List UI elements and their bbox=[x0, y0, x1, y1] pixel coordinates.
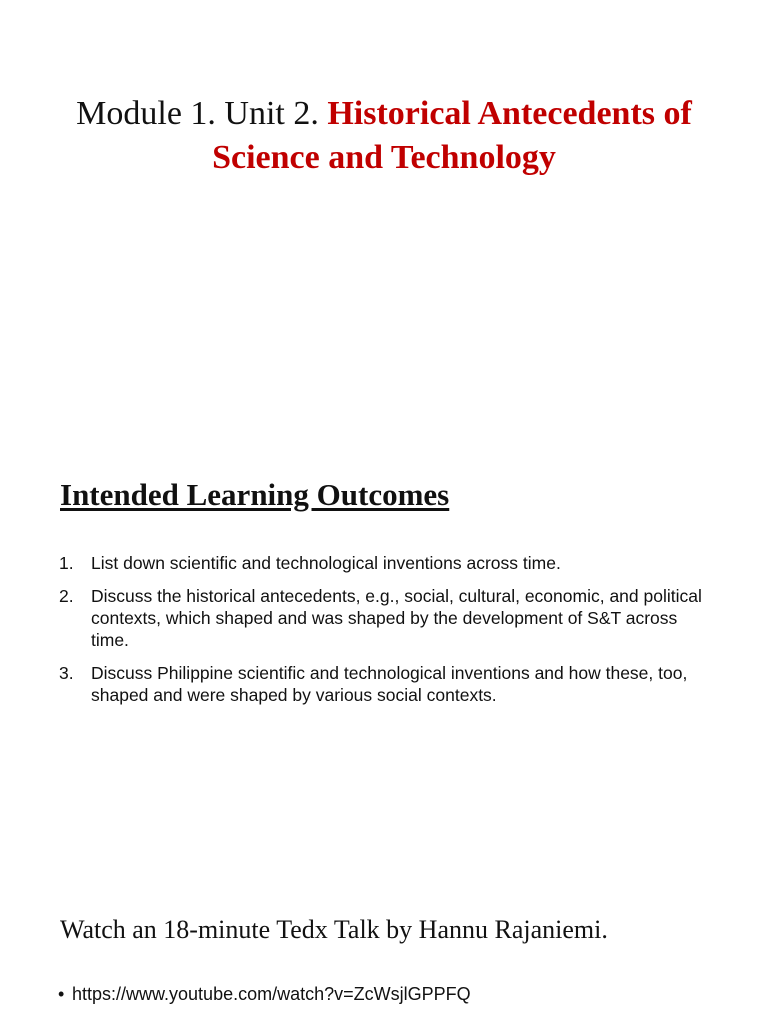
page-title bbox=[60, 92, 708, 180]
video-url-link[interactable]: https://www.youtube.com/watch?v=ZcWsjlGPPFQ bbox=[72, 984, 471, 1004]
outcome-item bbox=[59, 585, 709, 651]
outcome-text: List down scientific and technological inventions across time. bbox=[91, 553, 561, 573]
outcome-number: 3. bbox=[59, 663, 74, 683]
outcome-number: 2. bbox=[59, 586, 74, 606]
outcome-text: Discuss Philippine scientific and technological inventions and how these, too, shaped and were shaped by various social contexts. bbox=[91, 663, 688, 705]
outcome-text: Discuss the historical antecedents, e.g., social, cultural, economic, and political contexts, which shaped and was shaped by the development of S&T across time. bbox=[91, 586, 702, 650]
bullet-icon: • bbox=[58, 984, 65, 1004]
outcome-number: 1. bbox=[59, 553, 74, 573]
title-prefix: Module 1. Unit 2. bbox=[76, 95, 328, 132]
outcome-item bbox=[59, 552, 709, 574]
outcomes-heading: Intended Learning Outcomes bbox=[60, 477, 450, 512]
video-link-row bbox=[58, 984, 471, 1005]
outcomes-list bbox=[59, 552, 709, 717]
outcome-item bbox=[59, 662, 709, 706]
title-accent: Historical Antecedents of Science and Technology bbox=[212, 95, 692, 176]
video-intro: Watch an 18-minute Tedx Talk by Hannu Rajaniemi. bbox=[60, 915, 608, 944]
